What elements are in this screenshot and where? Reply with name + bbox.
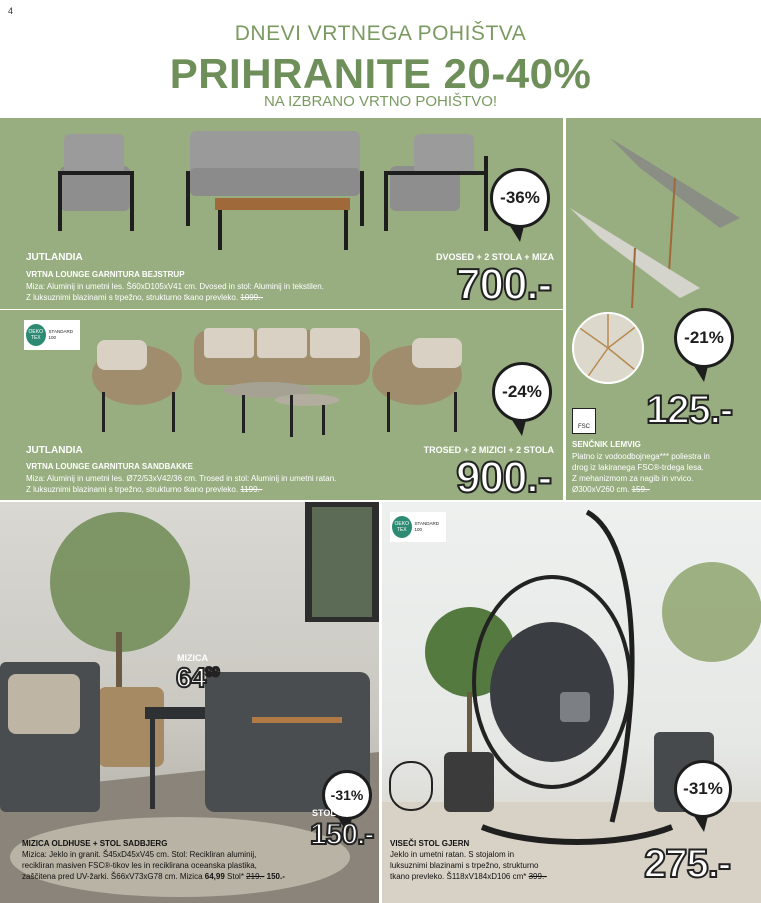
product-panel-sandbakke[interactable] (0, 310, 563, 500)
stol-label: Stol* (227, 872, 244, 881)
discount-bubble: -21% (674, 308, 734, 368)
discount-bubble: -31% (322, 770, 372, 820)
header-headline: PRIHRANITE 20-40% (169, 50, 592, 97)
parasol-detail-image (572, 312, 644, 384)
product-title: VISEČI STOL GJERN (390, 839, 470, 848)
parasol-image (570, 128, 745, 308)
product-desc-text: zaščitena pred UV-žarki. Š66xV73xG78 cm. (22, 872, 178, 881)
oeko-tex-text: STANDARD 100 (414, 521, 439, 532)
product-panel-lemvig[interactable] (566, 118, 761, 500)
product-desc-text: Z luksuznimi blazinami s trpežno, strukturno tkano prevleko. (26, 293, 239, 302)
header-note: NA IZBRANO VRTNO POHIŠTVO! (263, 93, 498, 110)
mizica-price (176, 662, 219, 694)
discount-bubble: -36% (490, 168, 550, 228)
bejstrup-furniture-image (50, 126, 500, 256)
mizica-price-main: 64 (176, 662, 206, 693)
product-desc-line (390, 871, 630, 882)
product-title: MIZICA OLDHUSE + STOL SADBJERG (22, 839, 168, 848)
mizica-label: Mizica (179, 872, 203, 881)
price: 125.- (646, 388, 733, 432)
product-desc-line: Miza: Aluminij in umetni les. Š60xD105xV41 cm. Dvosed in stol: Aluminij in tekstilen. (26, 282, 324, 291)
product-desc-line (572, 484, 757, 495)
header-subtitle: DNEVI VRTNEGA POHIŠTVA (234, 22, 527, 45)
oeko-tex-logo: OEKO TEX (26, 324, 46, 346)
page-number: 4 (8, 6, 14, 16)
brand-name: JUTLANDIA (26, 445, 83, 456)
combo-label: DVOSED + 2 STOLA + MIZA (435, 252, 554, 262)
product-desc-line: Jeklo in umetni ratan. S stojalom in (390, 850, 515, 859)
product-desc-line: Mizica: Jeklo in granit. Š45xD45xV45 cm. Stol: Recikliran aluminij, (22, 850, 257, 859)
product-desc-line: Z mehanizmom za nagib in vrvico. (572, 474, 694, 483)
product-desc-line (22, 871, 322, 882)
product-desc-line (26, 484, 426, 495)
product-desc-line: drog iz lakiranega FSC®-trdega lesa. (572, 463, 704, 472)
discount-bubble: -24% (492, 362, 552, 422)
price: 900.- (456, 453, 552, 502)
discount-bubble: -31% (674, 760, 732, 818)
old-price: 1099.- (240, 293, 264, 302)
product-title: SENČNIK LEMVIG (572, 440, 641, 449)
brand-name: JUTLANDIA (26, 252, 83, 263)
old-price: 1199.- (240, 485, 263, 494)
old-price: 159.- (631, 485, 650, 494)
bubble-tail (512, 420, 526, 436)
bubble-tail (694, 816, 708, 832)
new-price-inline: 150.- (266, 872, 285, 881)
product-desc-line: Platno iz vodoodbojnega*** poliestra in (572, 452, 710, 461)
product-desc-line (26, 292, 426, 303)
product-panel-bejstrup[interactable] (0, 118, 563, 310)
mizica-tag: MIZICA (177, 653, 208, 663)
product-title: VRTNA LOUNGE GARNITURA BEJSTRUP (26, 270, 185, 279)
oeko-tex-badge (390, 512, 446, 542)
stol-tag: STOL (312, 808, 336, 818)
product-photo-oldhuse[interactable] (0, 502, 379, 903)
product-photo-gjern[interactable] (382, 502, 761, 903)
product-desc-text: Ø300xV260 cm. (572, 485, 630, 494)
sandbakke-furniture-image (82, 320, 482, 440)
product-desc-line: Miza: Aluminij in umetni les. Ø72/53xV42/36 cm. Trosed in stol: Aluminij in umetni ratan. (26, 474, 337, 483)
oeko-tex-badge (24, 320, 80, 350)
bubble-tail (510, 226, 524, 242)
mizica-price-cents: 99 (205, 663, 219, 680)
product-title: VRTNA LOUNGE GARNITURA SANDBAKKE (26, 462, 193, 471)
mizica-price-inline: 64,99 (204, 872, 225, 881)
price: 700.- (456, 260, 552, 309)
product-desc-line: luksuznimi blazinami s trpežno, strukturno (390, 861, 539, 870)
combo-label: TROSED + 2 MIZICI + 2 STOLA (423, 445, 554, 455)
product-desc-text: Z luksuznimi blazinami s trpežno, strukturno tkano prevleko. (26, 485, 239, 494)
product-desc-text: tkano prevleko. Š118xV184xD106 cm* (390, 872, 527, 881)
fsc-logo: FSC (572, 408, 596, 434)
old-price: 219.- (246, 872, 265, 881)
oeko-tex-logo: OEKO TEX (392, 516, 412, 538)
stol-price: 150.- (310, 818, 374, 851)
oeko-tex-text: STANDARD 100 (48, 329, 73, 340)
old-price: 399.- (528, 872, 547, 881)
bubble-tail (694, 366, 708, 382)
price: 275.- (644, 842, 731, 886)
product-desc-line: recikliran masiven FSC®-tikov les in reciklirana oceanska plastika, (22, 861, 257, 870)
